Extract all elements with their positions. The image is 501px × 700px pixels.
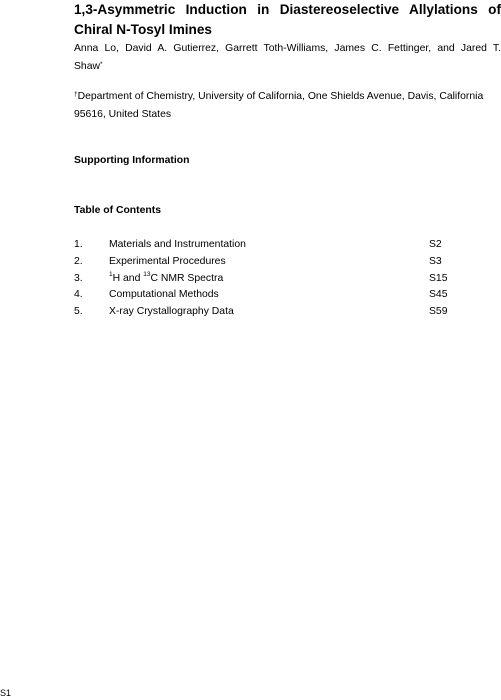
supporting-information-heading: Supporting Information [74,155,190,166]
corresponding-author-mark: * [100,61,103,68]
toc-entry-title-part: C NMR Spectra [150,272,224,284]
toc-entry [74,270,474,290]
affiliation-line-1 [74,88,501,106]
toc-entry-page: S15 [429,272,448,284]
toc-entry-page: S59 [429,306,448,318]
isotope-superscript-13c: 13 [143,270,151,278]
table-of-contents-heading: Table of Contents [74,205,161,216]
toc-entry-title: Materials and Instrumentation [109,239,246,250]
author-list [74,40,501,76]
toc-entry [74,239,474,256]
toc-entry-number: 1. [74,239,83,250]
table-of-contents [74,239,474,323]
toc-entry [74,306,474,323]
toc-entry [74,256,474,273]
toc-entry-number: 5. [74,306,83,318]
toc-entry-title: Experimental Procedures [109,255,226,267]
author-name-shaw: Shaw [74,61,100,72]
title-line-1: 1,3-Asymmetric Induction in Diastereoselective Allylations of [74,2,501,17]
affiliation [74,88,501,124]
toc-entry-number: 2. [74,255,83,267]
authors-line-1: Anna Lo, David A. Gutierrez, Garrett Toth-Williams, James C. Fettinger, and Jared T. [74,43,501,54]
authors-line-2 [74,58,501,76]
toc-entry [74,289,474,306]
page-number: S1 [0,688,12,698]
toc-entry-number: 3. [74,272,83,284]
isotope-superscript-1h: 1 [109,270,113,278]
affiliation-text-1: Department of Chemistry, University of California, One Shields Avenue, Davis, California [77,91,484,102]
toc-entry-title-part: H and [112,272,144,284]
affiliation-mark: † [74,91,78,98]
toc-entry-number: 4. [74,289,83,301]
toc-entry-page: S45 [429,289,448,301]
paper-title [74,0,501,40]
toc-entry-page: S2 [429,239,442,250]
toc-entry-page: S3 [429,255,442,267]
toc-entry-title [109,270,224,284]
affiliation-line-2: 95616, United States [74,109,172,120]
toc-entry-title: X-ray Crystallography Data [109,306,234,318]
toc-entry-title: Computational Methods [109,289,219,301]
title-line-2: Chiral N-Tosyl Imines [74,22,212,37]
